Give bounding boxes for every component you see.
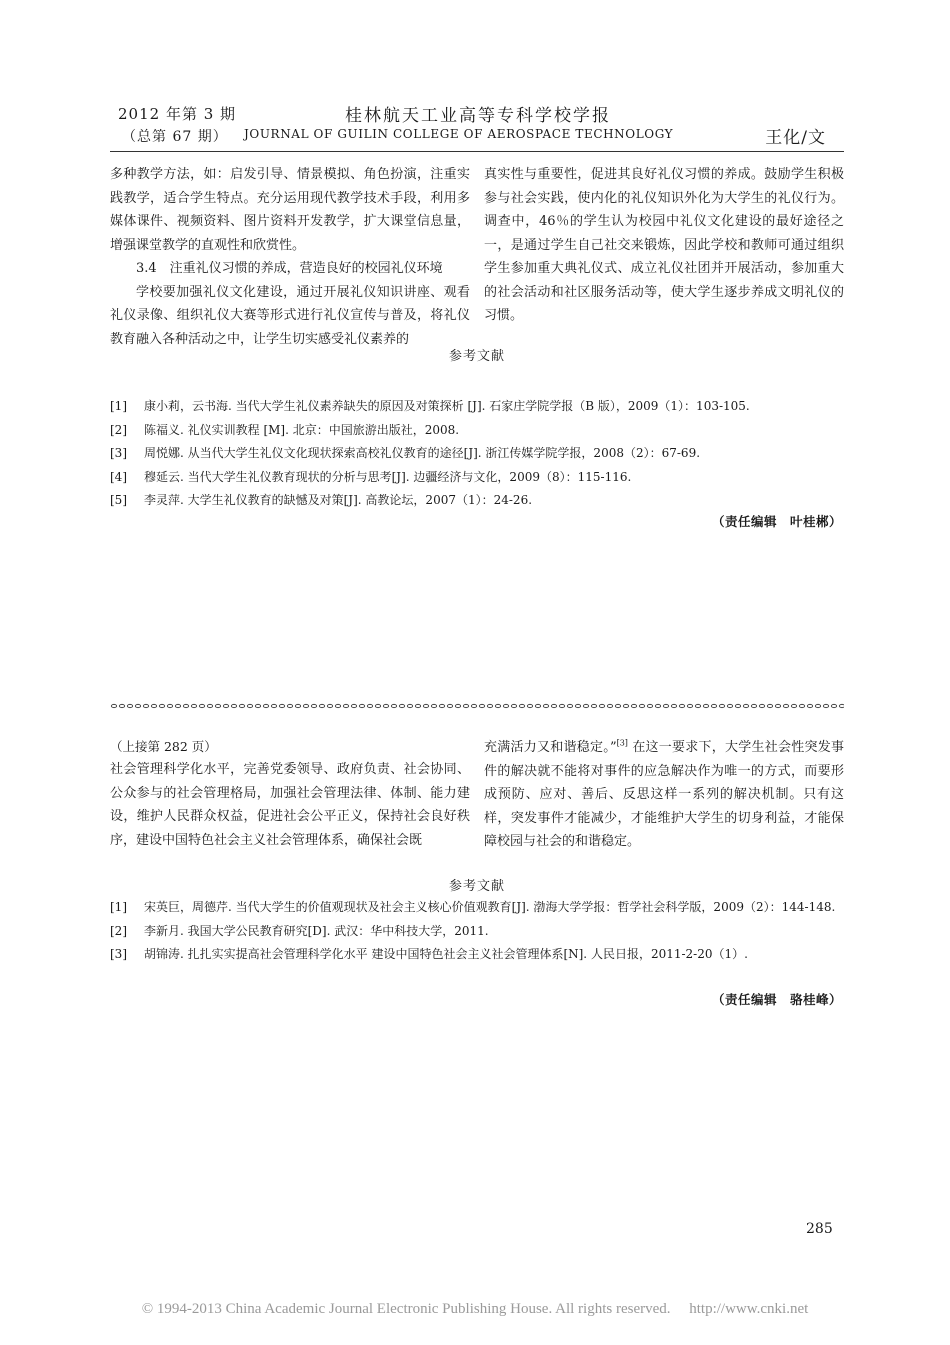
issue-total: （总第 67 期） — [122, 129, 228, 145]
section-heading: 3.4 注重礼仪习惯的养成，营造良好的校园礼仪环境 — [136, 261, 443, 276]
references-list — [110, 896, 844, 967]
responsible-editor: （责任编辑 骆桂峰） — [711, 992, 842, 1007]
reference-item: [4] 穆延云. 当代大学生礼仪教育现状的分析与思考[J]. 边疆经济与文化，2009（8）：115-116. — [110, 469, 632, 484]
article1-column-right — [484, 163, 844, 328]
header-rule — [110, 151, 844, 152]
references-title: 参考文献 — [448, 349, 505, 364]
article1-column-left — [110, 163, 470, 351]
article2-column-right — [484, 736, 844, 854]
body-paragraph: 多种教学方法，如：启发引导、情景模拟、角色扮演，注重实践教学，适合学生特点。充分运用现代教学技术手段，利用多媒体课件、视频资料、图片资料开发教学，扩大课堂信息量，增强课堂教学的直观性和欣赏性。 — [110, 167, 470, 253]
body-paragraph: 社会管理科学化水平，完善党委领导、政府负责、社会协同、公众参与的社会管理格局，加强社会管理法律、体制、能力建设，维护人民群众权益，促进社会公平正义，保持社会良好秩序，建设中国特色社会主义社会管理体系，确保社会既 — [110, 762, 470, 848]
journal-title-en: JOURNAL OF GUILIN COLLEGE OF AEROSPACE TECHNOLOGY — [244, 127, 674, 141]
body-paragraph: 真实性与重要性，促进其良好礼仪习惯的养成。鼓励学生积极参与社会实践，使内化的礼仪知识外化为大学生的礼仪行为。调查中，46％的学生认为校园中礼仪文化建设的最好途径之一，是通过学生自己社交来锻炼，因此学校和教师可通过组织学生参加重大典礼仪式、成立礼仪社团并开展活动，参加重大的社会活动和社区服务活动等，使大学生逐步养成文明礼仪的习惯。 — [484, 167, 844, 323]
references-list — [110, 395, 844, 513]
section-author: 王化/文 — [765, 128, 826, 148]
reference-item: [3] 胡锦涛. 扎扎实实提高社会管理科学化水平 建设中国特色社会主义社会管理体系[N]. 人民日报，2011-2-20（1）. — [110, 947, 748, 961]
reference-item: [1] 宋英巨，周德芹. 当代大学生的价值观现状及社会主义核心价值观教育[J]. 渤海大学学报：哲学社会科学版，2009（2）：144-148. — [110, 900, 836, 914]
issue-year: 2012 年第 3 期 — [118, 105, 237, 123]
responsible-editor: （责任编辑 叶桂郴） — [711, 514, 842, 529]
reference-item: [5] 李灵萍. 大学生礼仪教育的缺憾及对策[J]. 高教论坛，2007（1）：24-26. — [110, 493, 533, 507]
reference-item: [1] 康小莉，云书海. 当代大学生礼仪素养缺失的原因及对策探析 [J]. 石家庄学院学报（B 版），2009（1）：103-105. — [110, 399, 750, 413]
reference-item: [2] 陈福义. 礼仪实训教程 [M]. 北京：中国旅游出版社，2008. — [110, 422, 460, 437]
body-paragraph: 充满活力又和谐稳定。”[3] 在这一要求下，大学生社会性突发事件的解决就不能将对事件的应急解决作为唯一的方式，而要形成预防、应对、善后、反思这样一系列的解决机制。只有这样，突发事件才能减少，才能维护大学生的切身利益，才能保障校园与社会的和谐稳定。 — [484, 738, 844, 849]
copyright-notice: © 1994-2013 China Academic Journal Electronic Publishing House. All rights reserved. http://www.cnki.net — [141, 1301, 809, 1317]
journal-title-cn: 桂林航天工业高等专科学校学报 — [345, 106, 611, 126]
reference-item: [3] 周悦娜. 从当代大学生礼仪文化现状探索高校礼仪教育的途径[J]. 浙江传媒学院学报，2008（2）：67-69. — [110, 446, 701, 460]
article-separator — [110, 700, 844, 712]
reference-item: [2] 李新月. 我国大学公民教育研究[D]. 武汉：华中科技大学，2011. — [110, 923, 489, 938]
references-title: 参考文献 — [448, 879, 505, 894]
citation-marker: [3] — [616, 738, 628, 748]
body-paragraph: 学校要加强礼仪文化建设，通过开展礼仪知识讲座、观看礼仪录像、组织礼仪大赛等形式进行礼仪宣传与普及，将礼仪教育融入各种活动之中，让学生切实感受礼仪素养的 — [110, 284, 470, 347]
page-number: 285 — [806, 1221, 833, 1237]
continued-from-note: （上接第 282 页） — [110, 739, 217, 754]
article2-column-left — [110, 758, 470, 852]
